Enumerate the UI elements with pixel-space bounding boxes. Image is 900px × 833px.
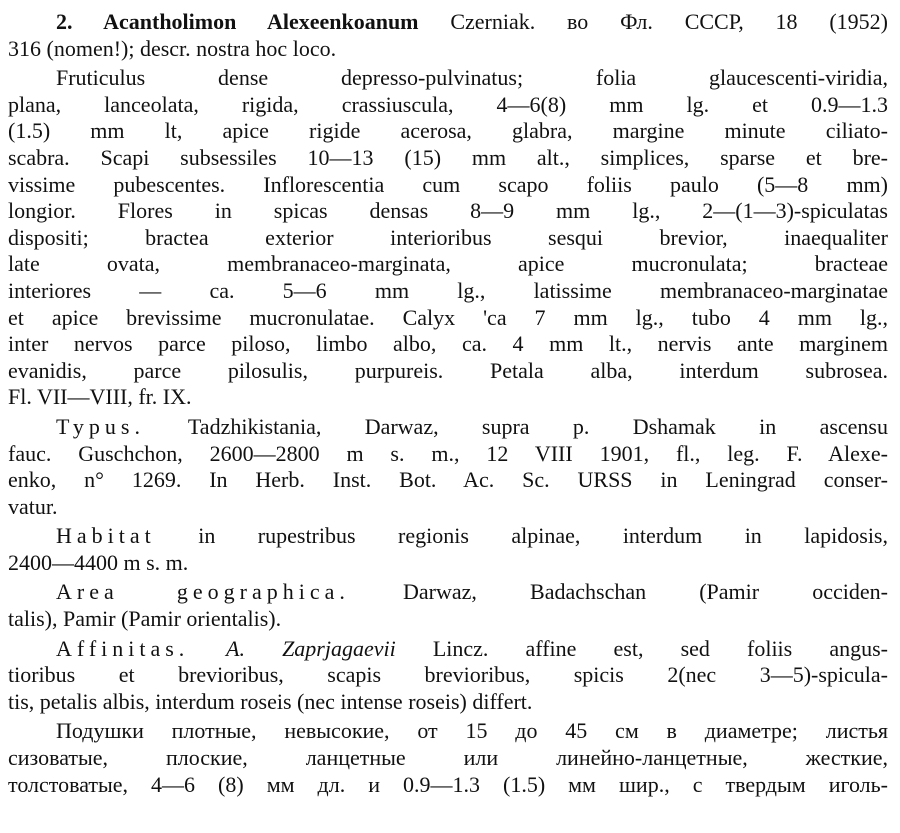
- text-line: tis, petalis albis, interdum roseis (nec intense roseis) differt.: [8, 688, 533, 714]
- area-label: Area geographica.: [56, 579, 350, 605]
- affinitas-paragraph: [8, 636, 888, 716]
- text-line: [8, 579, 888, 606]
- related-species: A. Zaprjagaevii: [189, 635, 396, 661]
- area-paragraph: [8, 579, 888, 632]
- text-line: [8, 414, 888, 441]
- text-line: scabra. Scapi subsessiles 10—13 (15) mm alt., simplices, sparse et bre-: [8, 144, 888, 170]
- text-line: толстоватые, 4—6 (8) мм дл. и 0.9—1.3 (1.5) мм шир., с твердым иголь-: [8, 771, 888, 797]
- species-heading: [8, 9, 888, 62]
- text-line: fauc. Guschchon, 2600—2800 m s. m., 12 VIII 1901, fl., leg. F. Alexe-: [8, 440, 888, 466]
- text-line: plana, lanceolata, rigida, crassiuscula, 4—6(8) mm lg. et 0.9—1.3: [8, 91, 888, 117]
- text-line: dispositi; bractea exterior interioribus sesqui brevior, inaequaliter: [8, 224, 888, 250]
- text-line: 316 (nomen!); descr. nostra hoc loco.: [8, 35, 337, 61]
- text-line: [8, 9, 888, 36]
- text-line: Fruticulus dense depresso-pulvinatus; folia glaucescenti-viridia,: [56, 65, 888, 91]
- text-line: vatur.: [8, 493, 58, 519]
- habitat-label: Habitat: [56, 523, 156, 549]
- species-name: 2. Acantholimon Alexeenkoanum: [56, 9, 419, 34]
- text-line: inter nervos parce piloso, limbo albo, ca. 4 mm lt., nervis ante marginem: [8, 331, 888, 357]
- typus-label: Typus.: [56, 413, 145, 439]
- russian-description: [8, 718, 888, 798]
- text-line: et apice brevissime mucronulatae. Calyx 'ca 7 mm lg., tubo 4 mm lg.,: [8, 304, 888, 330]
- text-line: (1.5) mm lt, apice rigide acerosa, glabra, margine minute ciliato-: [8, 118, 888, 144]
- citation: Czerniak. во Фл. СССР, 18 (1952): [418, 9, 888, 34]
- text-line: longior. Flores in spicas densas 8—9 mm lg., 2—(1—3)-spiculatas: [8, 198, 888, 224]
- text-line: enko, n° 1269. In Herb. Inst. Bot. Ac. Sc. URSS in Leningrad conser-: [8, 467, 888, 493]
- text-line: tioribus et brevioribus, scapis brevioribus, spicis 2(nec 3—5)-spicula-: [8, 662, 888, 688]
- text-line: interiores — ca. 5—6 mm lg., latissime membranaceo-marginatae: [8, 277, 888, 303]
- text-line: 2400—4400 m s. m.: [8, 549, 189, 575]
- habitat-paragraph: [8, 523, 888, 576]
- text-line: [8, 636, 888, 663]
- text-line: сизоватые, плоские, ланцетные или линейно-ланцетные, жесткие,: [8, 745, 888, 771]
- text-line: talis), Pamir (Pamir orientalis).: [8, 606, 282, 632]
- text-line: late ovata, membranaceo-marginata, apice mucronulata; bracteae: [8, 251, 888, 277]
- text-span: in rupestribus regionis alpinae, interdum in lapidosis,: [155, 523, 888, 549]
- typus-paragraph: [8, 414, 888, 520]
- affinitas-label: Affinitas.: [56, 635, 190, 661]
- text-span: Darwaz, Badachschan (Pamir occiden-: [349, 579, 888, 605]
- text-line: Fl. VII—VIII, fr. IX.: [8, 384, 192, 410]
- text-line: Подушки плотные, невысокие, от 15 до 45 см в диаметре; листья: [56, 718, 888, 744]
- text-span: Lincz. affine est, sed foliis angus-: [395, 635, 888, 661]
- text-line: [8, 523, 888, 550]
- text-line: vissime pubescentes. Inflorescentia cum scapo foliis paulo (5—8 mm): [8, 171, 888, 197]
- text-span: Tadzhikistania, Darwaz, supra p. Dshamak in ascensu: [144, 413, 888, 439]
- text-line: evanidis, parce pilosulis, purpureis. Petala alba, interdum subrosea.: [8, 357, 888, 383]
- latin-description: [8, 65, 888, 411]
